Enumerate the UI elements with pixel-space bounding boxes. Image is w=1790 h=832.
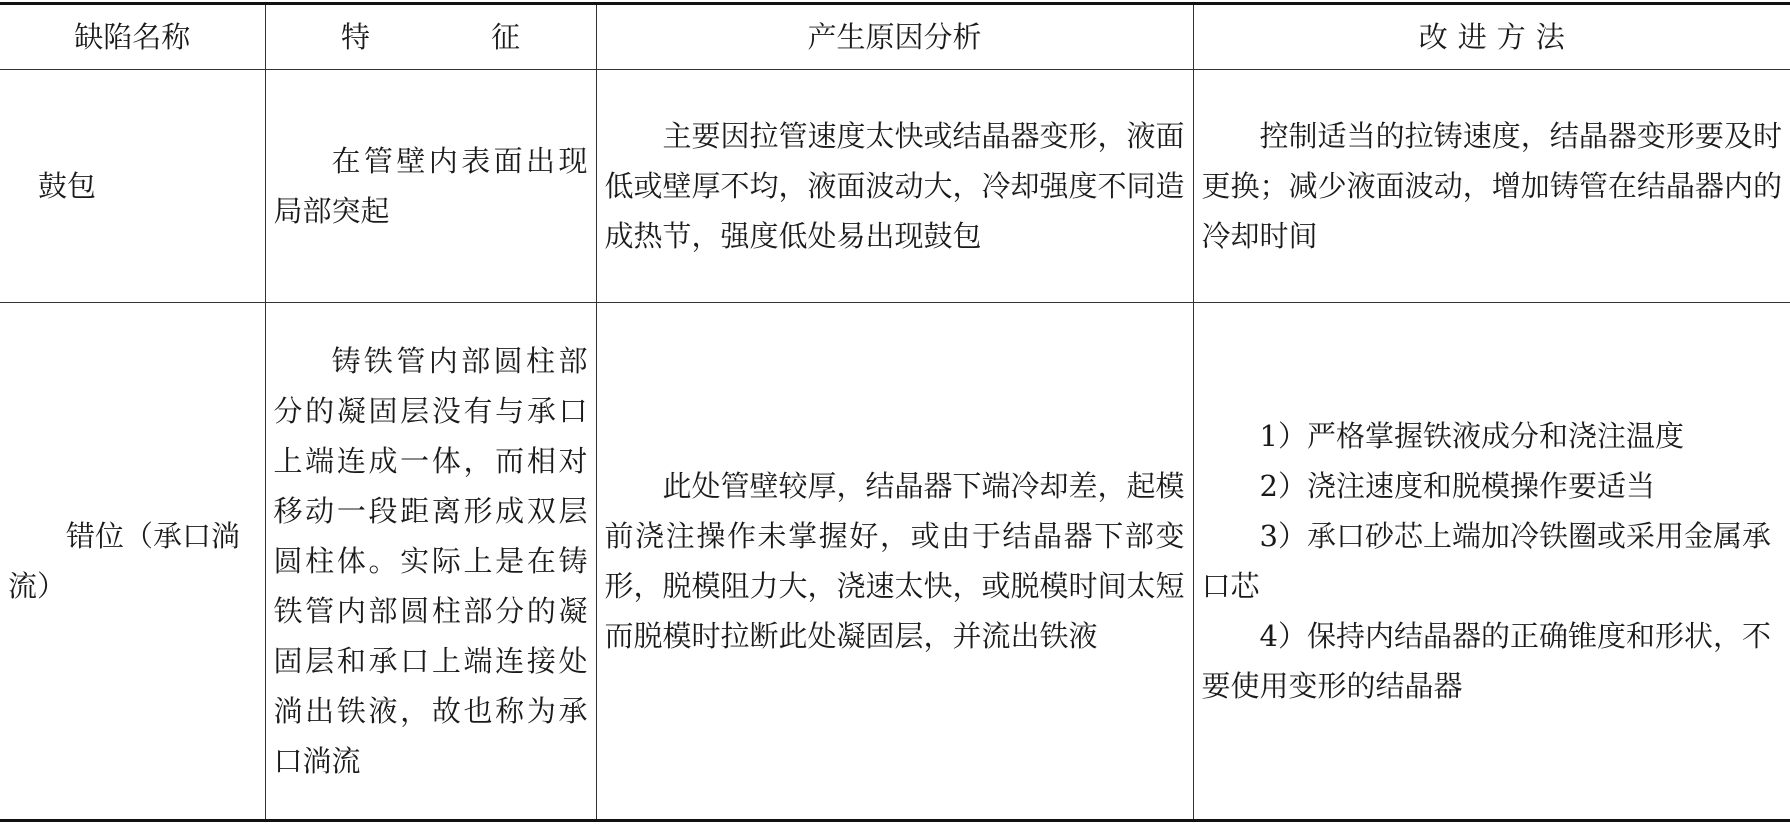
cause-cell: 此处管壁较厚，结晶器下端冷却差，起模前浇注操作未掌握好，或由于结晶器下部变形，脱模阻力大，浇速太快，或脱模时间太短而脱模时拉断此处凝固层，并流出铁液 [596, 303, 1193, 821]
method-list-item: 4）保持内结晶器的正确锥度和形状，不要使用变形的结晶器 [1201, 619, 1771, 703]
header-feature: 特 征 [265, 4, 596, 70]
defects-table [0, 2, 1790, 822]
defect-name-cell: 鼓包 [0, 70, 265, 303]
feature-cell: 铸铁管内部圆柱部分的凝固层没有与承口上端连成一体，而相对移动一段距离形成双层圆柱体。实际上是在铸铁管内部圆柱部分的凝固层和承口上端连接处淌出铁液，故也称为承口淌流 [265, 303, 596, 821]
cause-cell: 主要因拉管速度太快或结晶器变形，液面低或壁厚不均，液面波动大，冷却强度不同造成热节，强度低处易出现鼓包 [596, 70, 1193, 303]
header-defect-name: 缺陷名称 [0, 4, 265, 70]
defect-name-cell: 错位（承口淌流） [0, 303, 265, 821]
method-list-item: 1）严格掌握铁液成分和浇注温度 [1259, 419, 1684, 453]
method-list-item: 2）浇注速度和脱模操作要适当 [1259, 469, 1655, 503]
feature-cell: 在管壁内表面出现局部突起 [265, 70, 596, 303]
method-cell: 控制适当的拉铸速度，结晶器变形要及时更换；减少液面波动，增加铸管在结晶器内的冷却时间 [1193, 70, 1790, 303]
table-row [0, 70, 1790, 303]
header-row [0, 4, 1790, 70]
table-row [0, 303, 1790, 821]
method-cell [1193, 303, 1790, 821]
header-cause: 产生原因分析 [596, 4, 1193, 70]
method-list-item: 3）承口砂芯上端加冷铁圈或采用金属承口芯 [1201, 519, 1771, 603]
header-method: 改进方法 [1193, 4, 1790, 70]
